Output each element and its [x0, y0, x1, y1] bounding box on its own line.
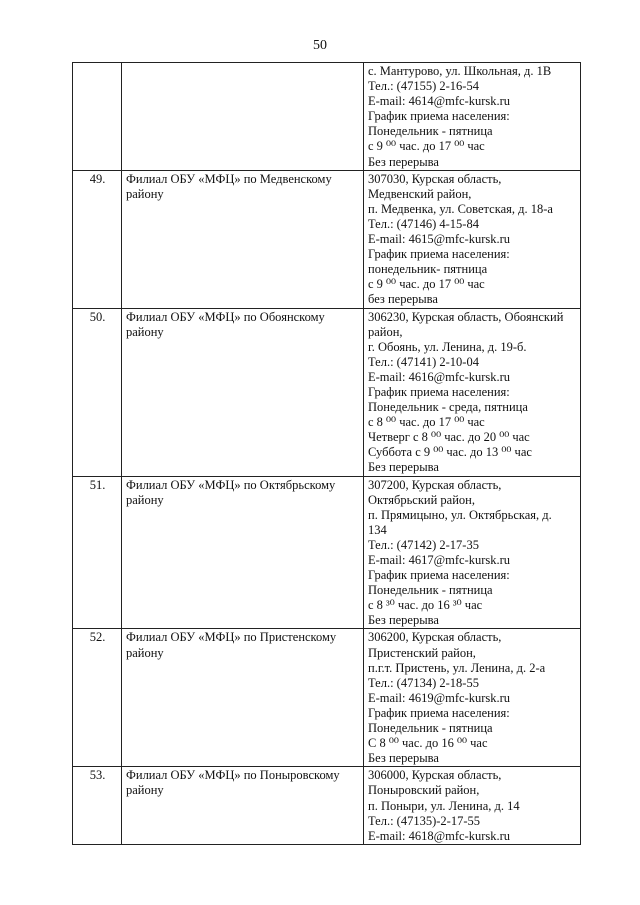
contact-line: г. Обоянь, ул. Ленина, д. 19-б.	[368, 339, 527, 354]
contact-line: с. Мантурово, ул. Школьная, д. 1В	[368, 64, 552, 78]
contact-line: Понедельник - среда, пятница	[368, 400, 528, 415]
branch-name: Филиал ОБУ «МФЦ» по Обоянскому району	[122, 308, 364, 476]
branch-contact-info	[364, 767, 581, 844]
row-number: 51.	[73, 476, 122, 629]
contact-line: 307030, Курская область,	[368, 171, 502, 186]
contact-line: E-mail: 4617@mfc-kursk.ru	[368, 553, 511, 567]
contact-line: Октябрьский район,	[368, 492, 475, 507]
contact-line: Суббота с 9 ⁰⁰ час. до 13 ⁰⁰ час	[368, 445, 532, 460]
contact-line: Тел.: (47141) 2-10-04	[368, 354, 479, 369]
contact-line: Медвенский район,	[368, 186, 472, 201]
contact-line: Четверг с 8 ⁰⁰ час. до 20 ⁰⁰ час	[368, 430, 530, 445]
row-number: 52.	[73, 629, 122, 767]
contact-line: E-mail: 4619@mfc-kursk.ru	[368, 690, 511, 705]
contact-line: Без перерыва	[368, 154, 439, 169]
contact-line: с 8 ⁰⁰ час. до 17 ⁰⁰ час	[368, 415, 485, 430]
branch-name: Филиал ОБУ «МФЦ» по Медвенскому району	[122, 170, 364, 308]
contact-line: Тел.: (47146) 4-15-84	[368, 216, 479, 231]
contact-line: 307200, Курская область,	[368, 477, 502, 492]
table-row	[73, 629, 581, 767]
table-row	[73, 170, 581, 308]
branch-contact-info	[364, 308, 581, 476]
contact-line: п. Поныри, ул. Ленина, д. 14	[368, 798, 520, 813]
mfc-branches-table	[72, 62, 581, 845]
contact-line: с 8 ³⁰ час. до 16 ³⁰ час	[368, 598, 483, 613]
contact-line: Без перерыва	[368, 751, 439, 766]
branch-contact-info	[364, 476, 581, 629]
contact-line: 306230, Курская область, Обоянский	[368, 309, 564, 324]
branch-contact-info	[364, 629, 581, 767]
contact-line: Без перерыва	[368, 613, 439, 628]
table-row	[73, 476, 581, 629]
row-number: 49.	[73, 170, 122, 308]
contact-line: Без перерыва	[368, 460, 439, 475]
page-number: 50	[313, 38, 327, 53]
contact-line: 306200, Курская область,	[368, 630, 502, 645]
contact-line: с 9 ⁰⁰ час. до 17 ⁰⁰ час	[368, 277, 485, 292]
row-number	[73, 63, 122, 171]
branch-name: Филиал ОБУ «МФЦ» по Октябрьскому району	[122, 476, 364, 629]
contact-line: График приема населения:	[368, 109, 510, 124]
contact-line: График приема населения:	[368, 384, 510, 399]
contact-line: без перерыва	[368, 292, 438, 307]
contact-line: Поныровский район,	[368, 783, 480, 798]
contact-line: Понедельник - пятница	[368, 124, 493, 139]
contact-line: Тел.: (47155) 2-16-54	[368, 79, 479, 94]
row-number: 50.	[73, 308, 122, 476]
contact-line: E-mail: 4616@mfc-kursk.ru	[368, 369, 511, 384]
contact-line: 306000, Курская область,	[368, 768, 502, 783]
contact-line: Тел.: (47134) 2-18-55	[368, 675, 479, 690]
branch-contact-info	[364, 170, 581, 308]
contact-line: п. Прямицыно, ул. Октябрьская, д.	[368, 507, 552, 522]
table-body	[73, 63, 581, 845]
contact-line: Пристенский район,	[368, 645, 476, 660]
contact-line: График приема населения:	[368, 568, 510, 583]
contact-line: Тел.: (47142) 2-17-35	[368, 537, 479, 552]
contact-line: понедельник- пятница	[368, 262, 488, 277]
contact-line: E-mail: 4614@mfc-kursk.ru	[368, 94, 511, 109]
table-row	[73, 308, 581, 476]
contact-line: Понедельник - пятница	[368, 583, 493, 598]
branch-contact-info	[364, 63, 581, 171]
contact-line: Тел.: (47135)-2-17-55	[368, 813, 480, 828]
table-row	[73, 767, 581, 844]
contact-line: С 8 ⁰⁰ час. до 16 ⁰⁰ час	[368, 736, 488, 751]
branch-name: Филиал ОБУ «МФЦ» по Пристенскому району	[122, 629, 364, 767]
contact-line: E-mail: 4615@mfc-kursk.ru	[368, 232, 511, 247]
contact-line: График приема населения:	[368, 247, 510, 262]
contact-line: п. Медвенка, ул. Советская, д. 18-а	[368, 201, 553, 216]
contact-line: Понедельник - пятница	[368, 721, 493, 736]
branch-name: Филиал ОБУ «МФЦ» по Поныровскому району	[122, 767, 364, 844]
contact-line: График приема населения:	[368, 705, 510, 720]
row-number: 53.	[73, 767, 122, 844]
table-row	[73, 63, 581, 171]
branch-name	[122, 63, 364, 171]
contact-line: с 9 ⁰⁰ час. до 17 ⁰⁰ час	[368, 139, 485, 154]
contact-line: E-mail: 4618@mfc-kursk.ru	[368, 828, 511, 843]
contact-line: 134	[368, 522, 387, 537]
contact-line: район,	[368, 324, 403, 339]
contact-line: п.г.т. Пристень, ул. Ленина, д. 2-а	[368, 660, 546, 675]
